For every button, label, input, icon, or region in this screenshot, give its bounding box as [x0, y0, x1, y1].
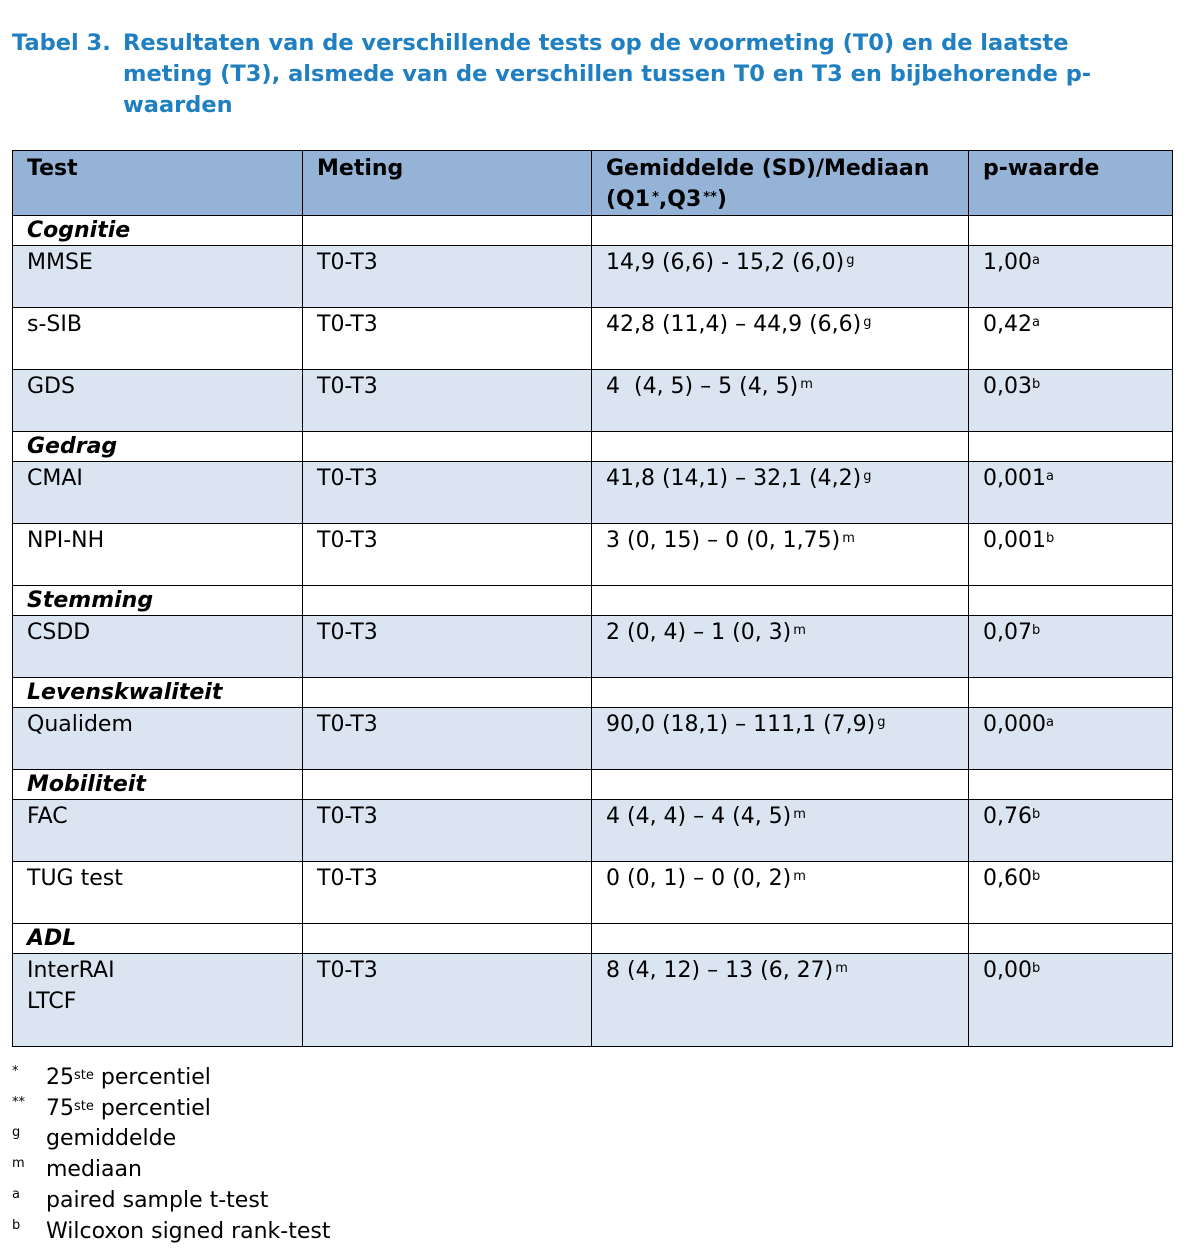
meting-cell: T0-T3	[303, 370, 592, 432]
footnote	[12, 1063, 612, 1094]
section-empty-cell	[303, 678, 592, 708]
value-text: 14,9 (6,6) - 15,2 (6,0)	[606, 250, 845, 275]
p-value-text: 0,001	[983, 528, 1046, 553]
footnote	[12, 1186, 612, 1217]
meting-cell: T0-T3	[303, 308, 592, 370]
test-name-cell: GDS	[13, 370, 303, 432]
p-footnote-mark: b	[1045, 531, 1055, 546]
value-text: 41,8 (14,1) – 32,1 (4,2)	[606, 466, 862, 491]
value-footnote-mark: m	[842, 531, 855, 546]
test-name-cell: Qualidem	[13, 708, 303, 770]
p-value-text: 0,001	[983, 466, 1046, 491]
value-footnote-mark: g	[846, 253, 855, 268]
p-footnote-mark: b	[1031, 377, 1041, 392]
footnote-mark: **	[12, 1094, 25, 1110]
p-value-text: 1,00	[983, 250, 1032, 275]
value-text: 2 (0, 4) – 1 (0, 3)	[606, 620, 792, 645]
results-table	[12, 150, 1173, 1047]
footnote-description: mediaan	[46, 1157, 142, 1183]
p-footnote-mark: b	[1031, 807, 1041, 822]
p-waarde-cell	[969, 708, 1173, 770]
test-name-cell: FAC	[13, 800, 303, 862]
section-empty-cell	[592, 432, 969, 462]
value-cell	[592, 370, 969, 432]
p-footnote-mark: a	[1031, 253, 1040, 268]
section-title: Mobiliteit	[13, 770, 303, 800]
table-row	[13, 708, 1173, 770]
test-name-cell: NPI-NH	[13, 524, 303, 586]
meting-cell: T0-T3	[303, 524, 592, 586]
section-empty-cell	[592, 924, 969, 954]
p-value-text: 0,000	[983, 712, 1046, 737]
value-footnote-mark: m	[793, 807, 806, 822]
p-waarde-cell	[969, 954, 1173, 1047]
value-text: 3 (0, 15) – 0 (0, 1,75)	[606, 528, 841, 553]
footnote-superscript: ste	[74, 1068, 94, 1083]
value-text: 8 (4, 12) – 13 (6, 27)	[606, 958, 834, 983]
section-empty-cell	[969, 924, 1173, 954]
p-value-text: 0,00	[983, 958, 1032, 983]
p-value-text: 0,60	[983, 866, 1032, 891]
table-caption	[12, 28, 1162, 121]
header-row	[13, 151, 1173, 216]
footnote-superscript: ste	[74, 1098, 94, 1114]
header-p-waarde: p-waarde	[969, 151, 1173, 216]
p-waarde-cell	[969, 462, 1173, 524]
table-row	[13, 862, 1173, 924]
footnote	[12, 1217, 612, 1248]
meting-cell: T0-T3	[303, 708, 592, 770]
p-footnote-mark: a	[1045, 715, 1054, 730]
table-row	[13, 370, 1173, 432]
p-waarde-cell	[969, 862, 1173, 924]
section-row	[13, 924, 1173, 954]
table-row	[13, 462, 1173, 524]
value-text: 90,0 (18,1) – 111,1 (7,9)	[606, 712, 876, 737]
table-row	[13, 616, 1173, 678]
footnote-description: percentiel	[93, 1065, 211, 1090]
section-title: Gedrag	[13, 432, 303, 462]
footnotes	[12, 1063, 612, 1247]
footnote-text	[46, 1124, 612, 1155]
table-row	[13, 800, 1173, 862]
section-empty-cell	[969, 432, 1173, 462]
value-footnote-mark: g	[877, 715, 886, 730]
test-name-cell: TUG test	[13, 862, 303, 924]
value-footnote-mark: g	[863, 315, 872, 330]
section-empty-cell	[592, 586, 969, 616]
value-cell	[592, 524, 969, 586]
footnote-number: 25	[46, 1065, 74, 1090]
footnote-mark: a	[12, 1186, 20, 1202]
footnote-description: percentiel	[93, 1095, 211, 1121]
section-row	[13, 432, 1173, 462]
p-waarde-cell	[969, 246, 1173, 308]
footnote-text	[46, 1155, 612, 1186]
section-empty-cell	[969, 678, 1173, 708]
section-empty-cell	[303, 924, 592, 954]
footnote-mark: m	[12, 1156, 25, 1172]
footnote	[12, 1124, 612, 1155]
section-title: ADL	[13, 924, 303, 954]
section-empty-cell	[592, 216, 969, 246]
value-text: 42,8 (11,4) – 44,9 (6,6)	[606, 312, 862, 337]
p-value-text: 0,03	[983, 374, 1032, 399]
section-row	[13, 770, 1173, 800]
section-empty-cell	[969, 216, 1173, 246]
section-empty-cell	[303, 586, 592, 616]
section-empty-cell	[303, 770, 592, 800]
value-cell	[592, 308, 969, 370]
value-text: 0 (0, 1) – 0 (0, 2)	[606, 866, 792, 891]
caption-label: Tabel 3.	[12, 30, 111, 56]
table-row	[13, 524, 1173, 586]
section-row	[13, 216, 1173, 246]
value-footnote-mark: g	[863, 469, 872, 484]
section-title: Stemming	[13, 586, 303, 616]
footnote	[12, 1094, 612, 1125]
test-name-cell: s-SIB	[13, 308, 303, 370]
section-title: Cognitie	[13, 216, 303, 246]
test-name-cell: InterRAI LTCF	[13, 954, 303, 1047]
value-cell	[592, 800, 969, 862]
p-footnote-mark: b	[1031, 623, 1041, 638]
p-value-text: 0,07	[983, 620, 1032, 645]
header-value: Gemiddelde (SD)/Mediaan (Q1 *,Q3 **)	[592, 151, 969, 216]
table-row	[13, 308, 1173, 370]
meting-cell: T0-T3	[303, 954, 592, 1047]
footnote-text	[46, 1217, 612, 1248]
value-footnote-mark: m	[793, 869, 806, 884]
section-empty-cell	[592, 678, 969, 708]
meting-cell: T0-T3	[303, 246, 592, 308]
footnote-text	[46, 1063, 612, 1094]
value-footnote-mark: m	[800, 377, 813, 392]
test-name-cell: CMAI	[13, 462, 303, 524]
section-empty-cell	[969, 586, 1173, 616]
p-footnote-mark: a	[1031, 315, 1040, 330]
footnote-mark: *	[12, 1064, 19, 1079]
value-cell	[592, 246, 969, 308]
p-value-text: 0,42	[983, 312, 1032, 337]
meting-cell: T0-T3	[303, 862, 592, 924]
footnote-text	[46, 1186, 612, 1217]
section-title: Levenskwaliteit	[13, 678, 303, 708]
p-waarde-cell	[969, 616, 1173, 678]
footnote-description: paired sample t-test	[46, 1187, 269, 1213]
value-cell	[592, 954, 969, 1047]
value-footnote-mark: m	[835, 961, 848, 976]
meting-cell: T0-T3	[303, 462, 592, 524]
p-footnote-mark: b	[1031, 961, 1041, 976]
p-waarde-cell	[969, 800, 1173, 862]
table-row	[13, 954, 1173, 1047]
meting-cell: T0-T3	[303, 616, 592, 678]
value-cell	[592, 862, 969, 924]
footnote-description: gemiddelde	[46, 1126, 177, 1152]
p-footnote-mark: b	[1031, 869, 1041, 884]
value-text: 4 (4, 4) – 4 (4, 5)	[606, 804, 792, 829]
header-meting: Meting	[303, 151, 592, 216]
value-cell	[592, 616, 969, 678]
footnote	[12, 1155, 612, 1186]
footnote-mark: b	[12, 1217, 21, 1233]
footnote-description: Wilcoxon signed rank-test	[46, 1218, 331, 1244]
p-waarde-cell	[969, 370, 1173, 432]
footnote-mark: g	[12, 1125, 21, 1141]
table-row	[13, 246, 1173, 308]
value-footnote-mark: m	[793, 623, 806, 638]
p-footnote-mark: a	[1045, 469, 1054, 484]
footnote-number: 75	[46, 1095, 74, 1121]
section-empty-cell	[303, 432, 592, 462]
value-cell	[592, 462, 969, 524]
header-test: Test	[13, 151, 303, 216]
section-empty-cell	[592, 770, 969, 800]
meting-cell: T0-T3	[303, 800, 592, 862]
section-empty-cell	[303, 216, 592, 246]
test-name-cell: CSDD	[13, 616, 303, 678]
p-waarde-cell	[969, 308, 1173, 370]
value-text: 4 (4, 5) – 5 (4, 5)	[606, 374, 799, 399]
test-name-cell: MMSE	[13, 246, 303, 308]
section-empty-cell	[969, 770, 1173, 800]
p-value-text: 0,76	[983, 804, 1032, 829]
section-row	[13, 678, 1173, 708]
caption-text: Resultaten van de verschillende tests op de voormeting (T0) en de laatste meting (T3), alsmede van de verschillen tussen T0 en T3 en bijbehorende p-waarden	[123, 30, 1092, 118]
footnote-text	[46, 1094, 612, 1125]
section-row	[13, 586, 1173, 616]
p-waarde-cell	[969, 524, 1173, 586]
value-cell	[592, 708, 969, 770]
